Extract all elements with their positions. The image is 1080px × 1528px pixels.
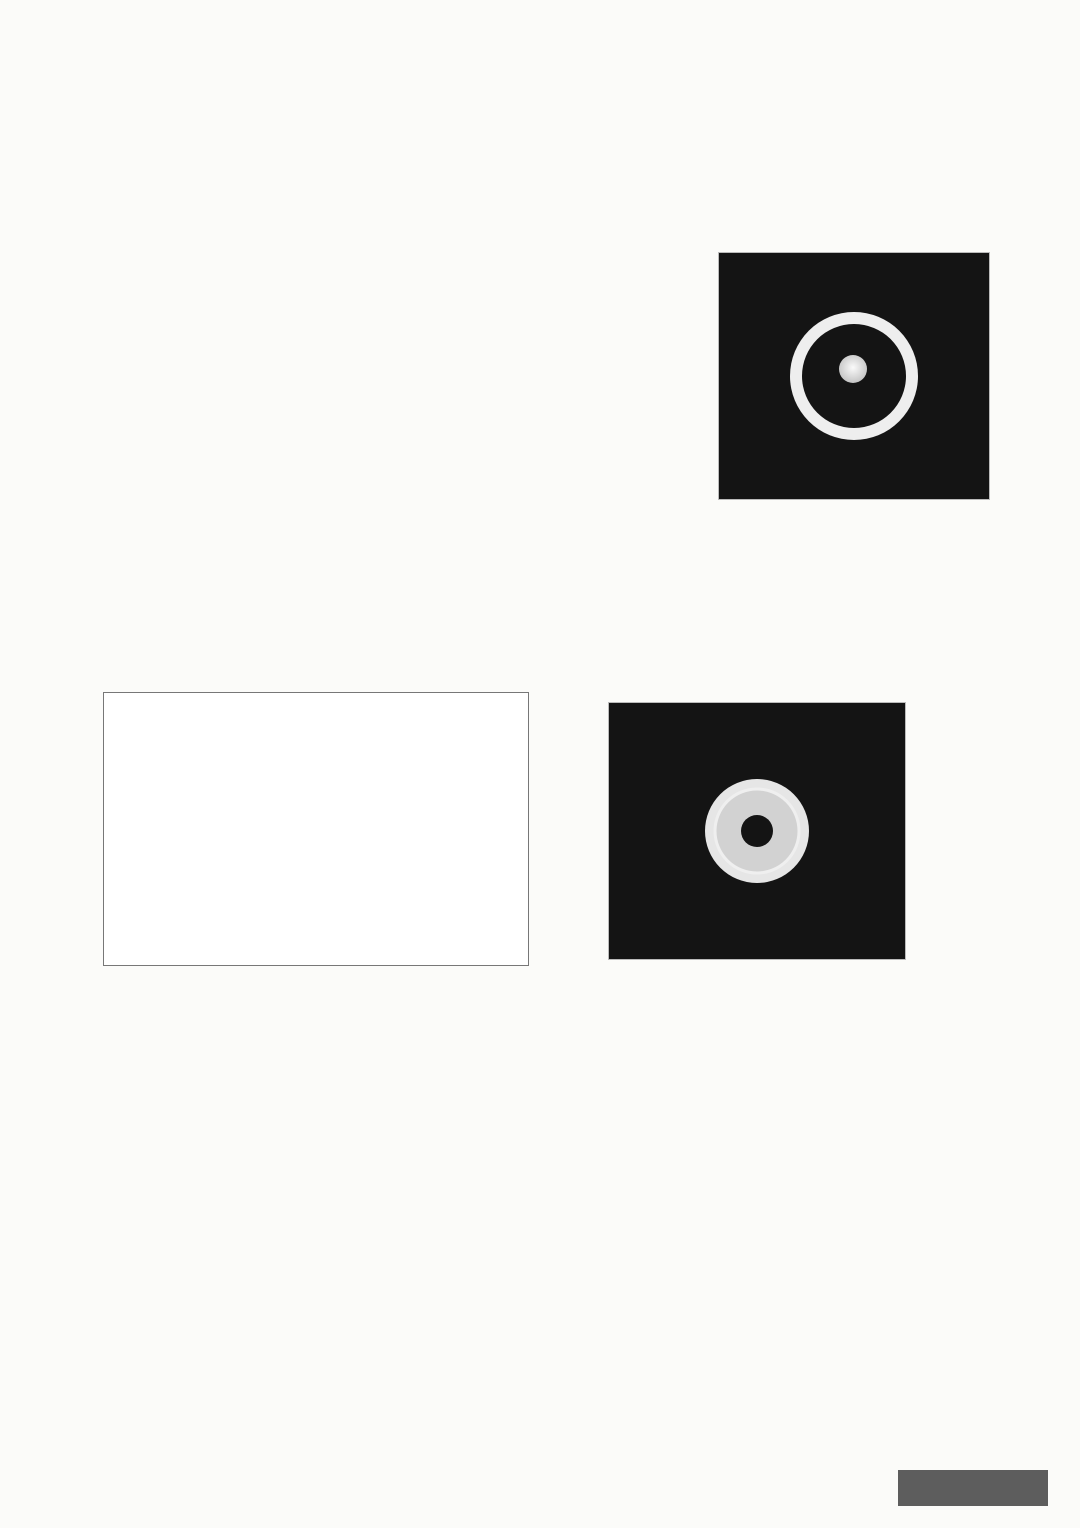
- jade-ring-image: [719, 253, 989, 499]
- material4-line: [96, 1048, 136, 1082]
- material2-note: [96, 554, 136, 622]
- material4-paragraph-1: [96, 1048, 136, 1184]
- watermark-logo: [898, 1470, 1048, 1506]
- material4-line: [96, 1116, 136, 1150]
- material2-line: [96, 238, 136, 272]
- material4-line: [96, 1320, 136, 1354]
- material4-line: [96, 1082, 136, 1116]
- note-line: [96, 588, 136, 622]
- material2-line: [96, 408, 136, 442]
- material2-line: [96, 476, 136, 510]
- material4-line: [96, 1150, 136, 1184]
- material4-line: [96, 1184, 136, 1218]
- material2-line: [96, 340, 136, 374]
- jade-pendant-photo-2: [608, 702, 906, 960]
- material4-line: [96, 1286, 136, 1320]
- material2-line: [96, 272, 136, 306]
- pie-chart-panel: [103, 692, 529, 966]
- material4-line: [96, 1218, 136, 1252]
- material2-line: [96, 510, 136, 544]
- material2-line: [96, 306, 136, 340]
- jade-pendant-photo-1: [718, 252, 990, 500]
- note-line: [96, 554, 136, 588]
- material2-line: [96, 442, 136, 476]
- jade-flower-image: [609, 703, 905, 959]
- material2-line: [96, 374, 136, 408]
- material4-paragraph-2: [96, 1184, 136, 1354]
- material2-paragraph: [96, 238, 136, 578]
- pie-chart: [104, 693, 528, 965]
- material4-line: [96, 1252, 136, 1286]
